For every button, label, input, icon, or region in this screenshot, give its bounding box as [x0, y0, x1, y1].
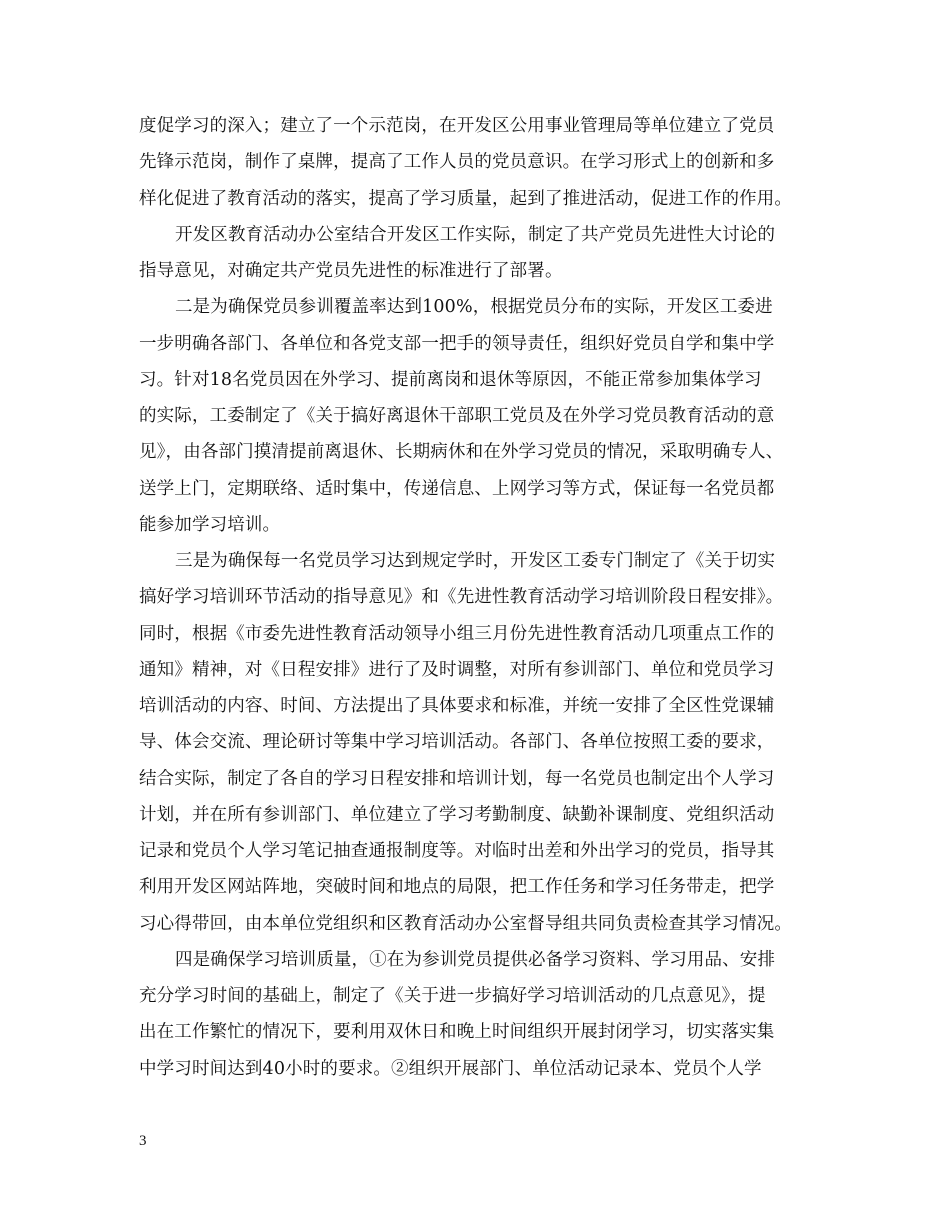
text-line: 一步明确各部门、各单位和各党支部一把手的领导责任，组织好党员自学和集中学	[139, 333, 775, 354]
text-line: 出在工作繁忙的情况下，要利用双休日和晚上时间组织开展封闭学习，切实落实集	[139, 1022, 775, 1043]
text-line: 习。针对18名党员因在外学习、提前离岗和退休等原因，不能正常参加集体学习	[139, 369, 762, 390]
text-line: 中学习时间达到40小时的要求。②组织开展部门、单位活动记录本、党员个人学	[139, 1058, 762, 1079]
text-line: 先锋示范岗，制作了桌牌，提高了工作人员的党员意识。在学习形式上的创新和多	[139, 152, 775, 173]
text-line: 计划，并在所有参训部门、单位建立了学习考勤制度、缺勤补课制度、党组织活动	[139, 804, 775, 825]
text-line: 记录和党员个人学习笔记抽查通报制度等。对临时出差和外出学习的党员，指导其	[139, 841, 775, 861]
text-line: 搞好学习培训环节活动的指导意见》和《先进性教育活动学习培训阶段日程安排》。	[139, 587, 784, 608]
text-line: 通知》精神，对《日程安排》进行了及时调整，对所有参训部门、单位和党员学习	[139, 659, 775, 680]
text-line: 样化促进了教育活动的落实，提高了学习质量，起到了推进活动，促进工作的作用。	[139, 188, 793, 209]
text-line: 习心得带回，由本单位党组织和区教育活动办公室督导组共同负责检查其学习情况。	[139, 913, 793, 934]
text-line: 度促学习的深入；建立了一个示范岗，在开发区公用事业管理局等单位建立了党员	[139, 116, 775, 136]
text-line: 开发区教育活动办公室结合开发区工作实际，制定了共产党员先进性大讨论的	[175, 224, 776, 245]
text-line: 同时，根据《市委先进性教育活动领导小组三月份先进性教育活动几项重点工作的	[139, 623, 775, 644]
text-line: 结合实际，制定了各自的学习日程安排和培训计划，每一名党员也制定出个人学习	[139, 768, 775, 789]
text-line: 见》，由各部门摸清提前离退休、长期病休和在外学习党员的情况，采取明确专人、	[139, 442, 784, 463]
text-line: 导、体会交流、理论研讨等集中学习培训活动。各部门、各单位按照工委的要求，	[139, 732, 775, 753]
document-body	[139, 108, 829, 1087]
text-line: 送学上门，定期联络、适时集中，传递信息、上网学习等方式，保证每一名党员都	[139, 478, 775, 499]
text-line: 充分学习时间的基础上，制定了《关于进一步搞好学习培训活动的几点意见》，提	[139, 986, 766, 1006]
text-line: 指导意见，对确定共产党员先进性的标准进行了部署。	[139, 261, 563, 281]
page-number: 3	[139, 1133, 147, 1149]
text-line: 能参加学习培训。	[139, 514, 281, 535]
text-line: 培训活动的内容、时间、方法提出了具体要求和标准，并统一安排了全区性党课辅	[139, 696, 775, 716]
text-line: 的实际，工委制定了《关于搞好离退休干部职工党员及在外学习党员教育活动的意	[139, 406, 775, 426]
text-line: 二是为确保党员参训覆盖率达到100%，根据党员分布的实际，开发区工委进	[175, 297, 773, 318]
text-line: 四是确保学习培训质量，①在为参训党员提供必备学习资料、学习用品、安排	[175, 949, 776, 970]
text-line: 利用开发区网站阵地，突破时间和地点的局限，把工作任务和学习任务带走，把学	[139, 877, 775, 898]
text-line: 三是为确保每一名党员学习达到规定学时，开发区工委专门制定了《关于切实	[175, 551, 776, 571]
